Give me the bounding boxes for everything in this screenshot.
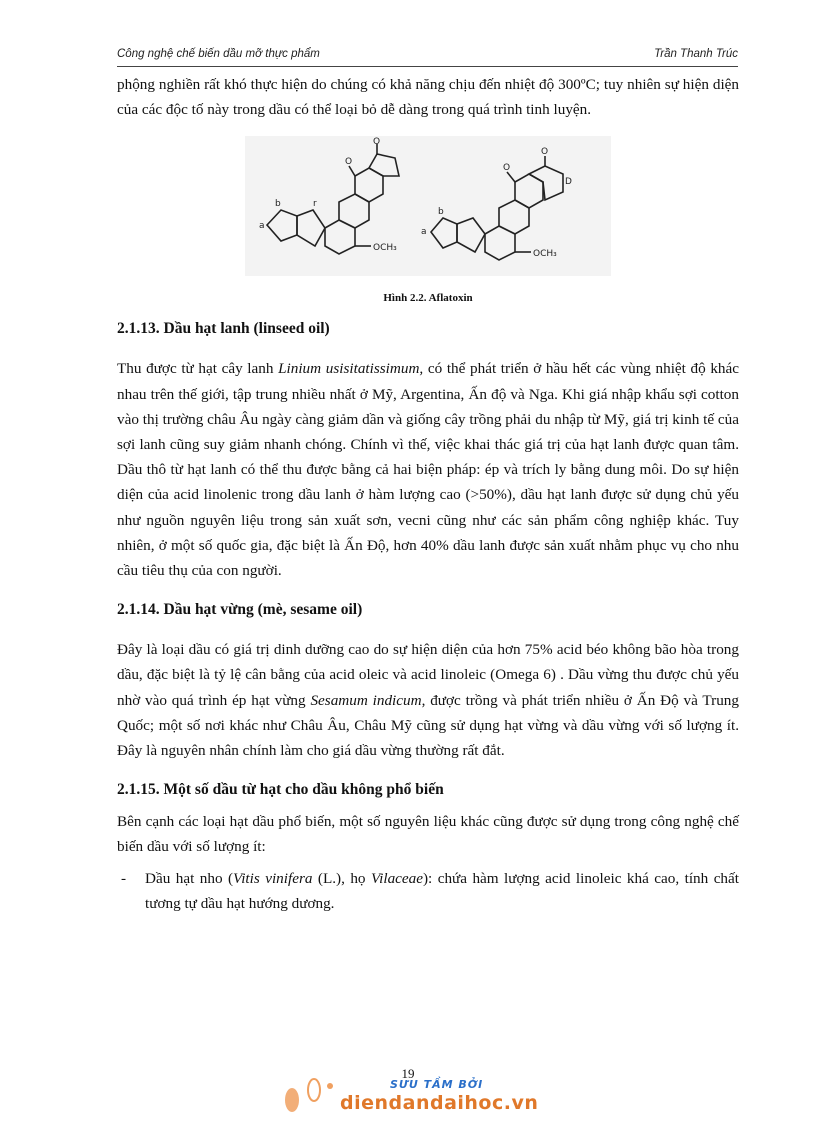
furan-ring-1a (267, 210, 297, 241)
list-dash: - (121, 869, 127, 887)
grape-text-suffix: ): chứa hàm lượng acid linoleic khá cao, tính chất tương tự dầu hạt hướng dương. (145, 869, 739, 912)
label-r1: r (313, 199, 317, 210)
sesame-species-name: Sesamum indicum (310, 691, 422, 709)
sesame-text-start: Đây là loại dầu có giá trị dinh dưỡng cao do sự hiện diện của hơn 75% acid béo không bão hòa trong dầu, đặc biệt là tỷ lệ cân bằng của acid oleic và acid linoleic (Omega 6) . Dầu vừng thu được chủ yếu nhờ vào quá trình ép hạt vừng (117, 641, 739, 709)
watermark (250, 1070, 550, 1120)
label-och3-1: OCH₃ (373, 243, 397, 254)
label-a2: a (421, 227, 427, 238)
aflatoxin-structures (245, 136, 611, 276)
grape-family-name: Vilaceae (370, 869, 423, 887)
label-o3: O (503, 163, 511, 174)
label-a1: a (259, 221, 265, 232)
footprint-icon (270, 1070, 350, 1120)
list-item (117, 866, 739, 916)
main-content (117, 72, 739, 916)
label-d2: D (565, 177, 572, 188)
label-b1: b (275, 199, 281, 210)
lactone-ring-2 (529, 166, 563, 200)
heading-sesame: 2.1.14. Dầu hạt vừng (mè, sesame oil) (117, 601, 363, 619)
grape-text-prefix: Dầu hạt nho ( (145, 869, 234, 887)
uncommon-oils-list (117, 866, 739, 916)
linseed-text-start: Thu được từ hạt cây lanh (117, 360, 279, 378)
furan-ring-2a (431, 218, 457, 248)
header-book-title: Công nghệ chế biến dầu mỡ thực phẩm (117, 48, 320, 60)
paragraph-sesame (117, 637, 739, 763)
label-o2: O (373, 137, 381, 148)
linseed-text-rest: có thể phát triển ở hầu hết các vùng nhiệt độ khác nhau trên thế giới, tập trung nhiều nhất ở Mỹ, Argentina, Ấn độ và Nga. Khi giá nhập khẩu sợi cotton vào thị trường châu Âu ngày càng giảm dần và giống cây trồng phải du nhập từ Mỹ, giá trị kinh tế của sợi lanh cũng suy giảm nhanh chóng. Chính vì thế, việc khai thác giá trị của hạt lanh được quan tâm. Dầu thô từ hạt lanh có thể thu được bằng cả hai biện pháp: ép và trích ly bằng dung môi. Do sự hiện diện của acid linolenic trong dầu lanh ở hàm lượng cao (>50%), dầu hạt lanh được sử dụng chủ yếu như nguồn nguyên liệu trong sản xuất sơn, vecni cũng như các sản phẩm công nghiệp khác. Tuy nhiên, ở một số quốc gia, đặc biệt là Ấn Độ, hơn 40% dầu lanh được sản xuất nhằm phục vụ cho nhu cầu tiêu thụ của con người. (117, 360, 739, 580)
watermark-site-name: diendandaihoc.vn (340, 1092, 539, 1114)
header-author: Trần Thanh Trúc (654, 48, 738, 60)
sesame-text-rest: , được trồng và phát triển nhiều ở Ấn Độ và Trung Quốc; một số nơi khác như Châu Âu, Châu Mỹ cũng sử dụng hạt vừng và dầu vừng với số lượng ít. Đây là nguyên nhân chính làm cho giá dầu vừng thường rất đắt. (117, 691, 739, 760)
grape-text-middle: (L.), họ (312, 869, 371, 887)
label-o1: O (345, 157, 353, 168)
carbonyl-bond-2a (507, 172, 515, 182)
figure-caption: Hình 2.2. Aflatoxin (383, 292, 473, 305)
furan-ring-2b (457, 218, 485, 252)
paragraph-linseed (117, 356, 739, 583)
label-b2: b (438, 207, 444, 218)
carbonyl-bond-1a (349, 166, 355, 176)
label-och3-2: OCH₃ (533, 249, 557, 260)
watermark-top-line: SƯU TẦM BỞI (390, 1078, 484, 1091)
label-o4: O (541, 147, 549, 158)
header-rule (117, 66, 738, 67)
cyclopentanone-ring-1 (369, 154, 399, 176)
page-number: 19 (401, 1066, 415, 1081)
heading-uncommon-oils: 2.1.15. Một số dầu từ hạt cho dầu không phổ biến (117, 781, 444, 799)
heading-linseed: 2.1.13. Dầu hạt lanh (linseed oil) (117, 320, 330, 338)
furan-ring-1b (297, 210, 325, 246)
paragraph-uncommon-oils: Bên cạnh các loại hạt dầu phổ biến, một số nguyên liệu khác cũng được sử dụng trong công nghệ chế biến dầu với số lượng ít: (117, 813, 739, 856)
grape-species-name: Vitis vinifera (233, 869, 313, 887)
intro-paragraph: phộng nghiền rất khó thực hiện do chúng có khả năng chịu đến nhiệt độ 300ºC; tuy nhiên sự hiện diện của các độc tố này trong dầu có thể loại bỏ dễ dàng trong quá trình tinh luyện. (117, 76, 739, 119)
linseed-species-name: Linium usisitatissimum, (278, 360, 424, 378)
running-header (117, 48, 738, 66)
aflatoxin-figure (245, 136, 611, 276)
